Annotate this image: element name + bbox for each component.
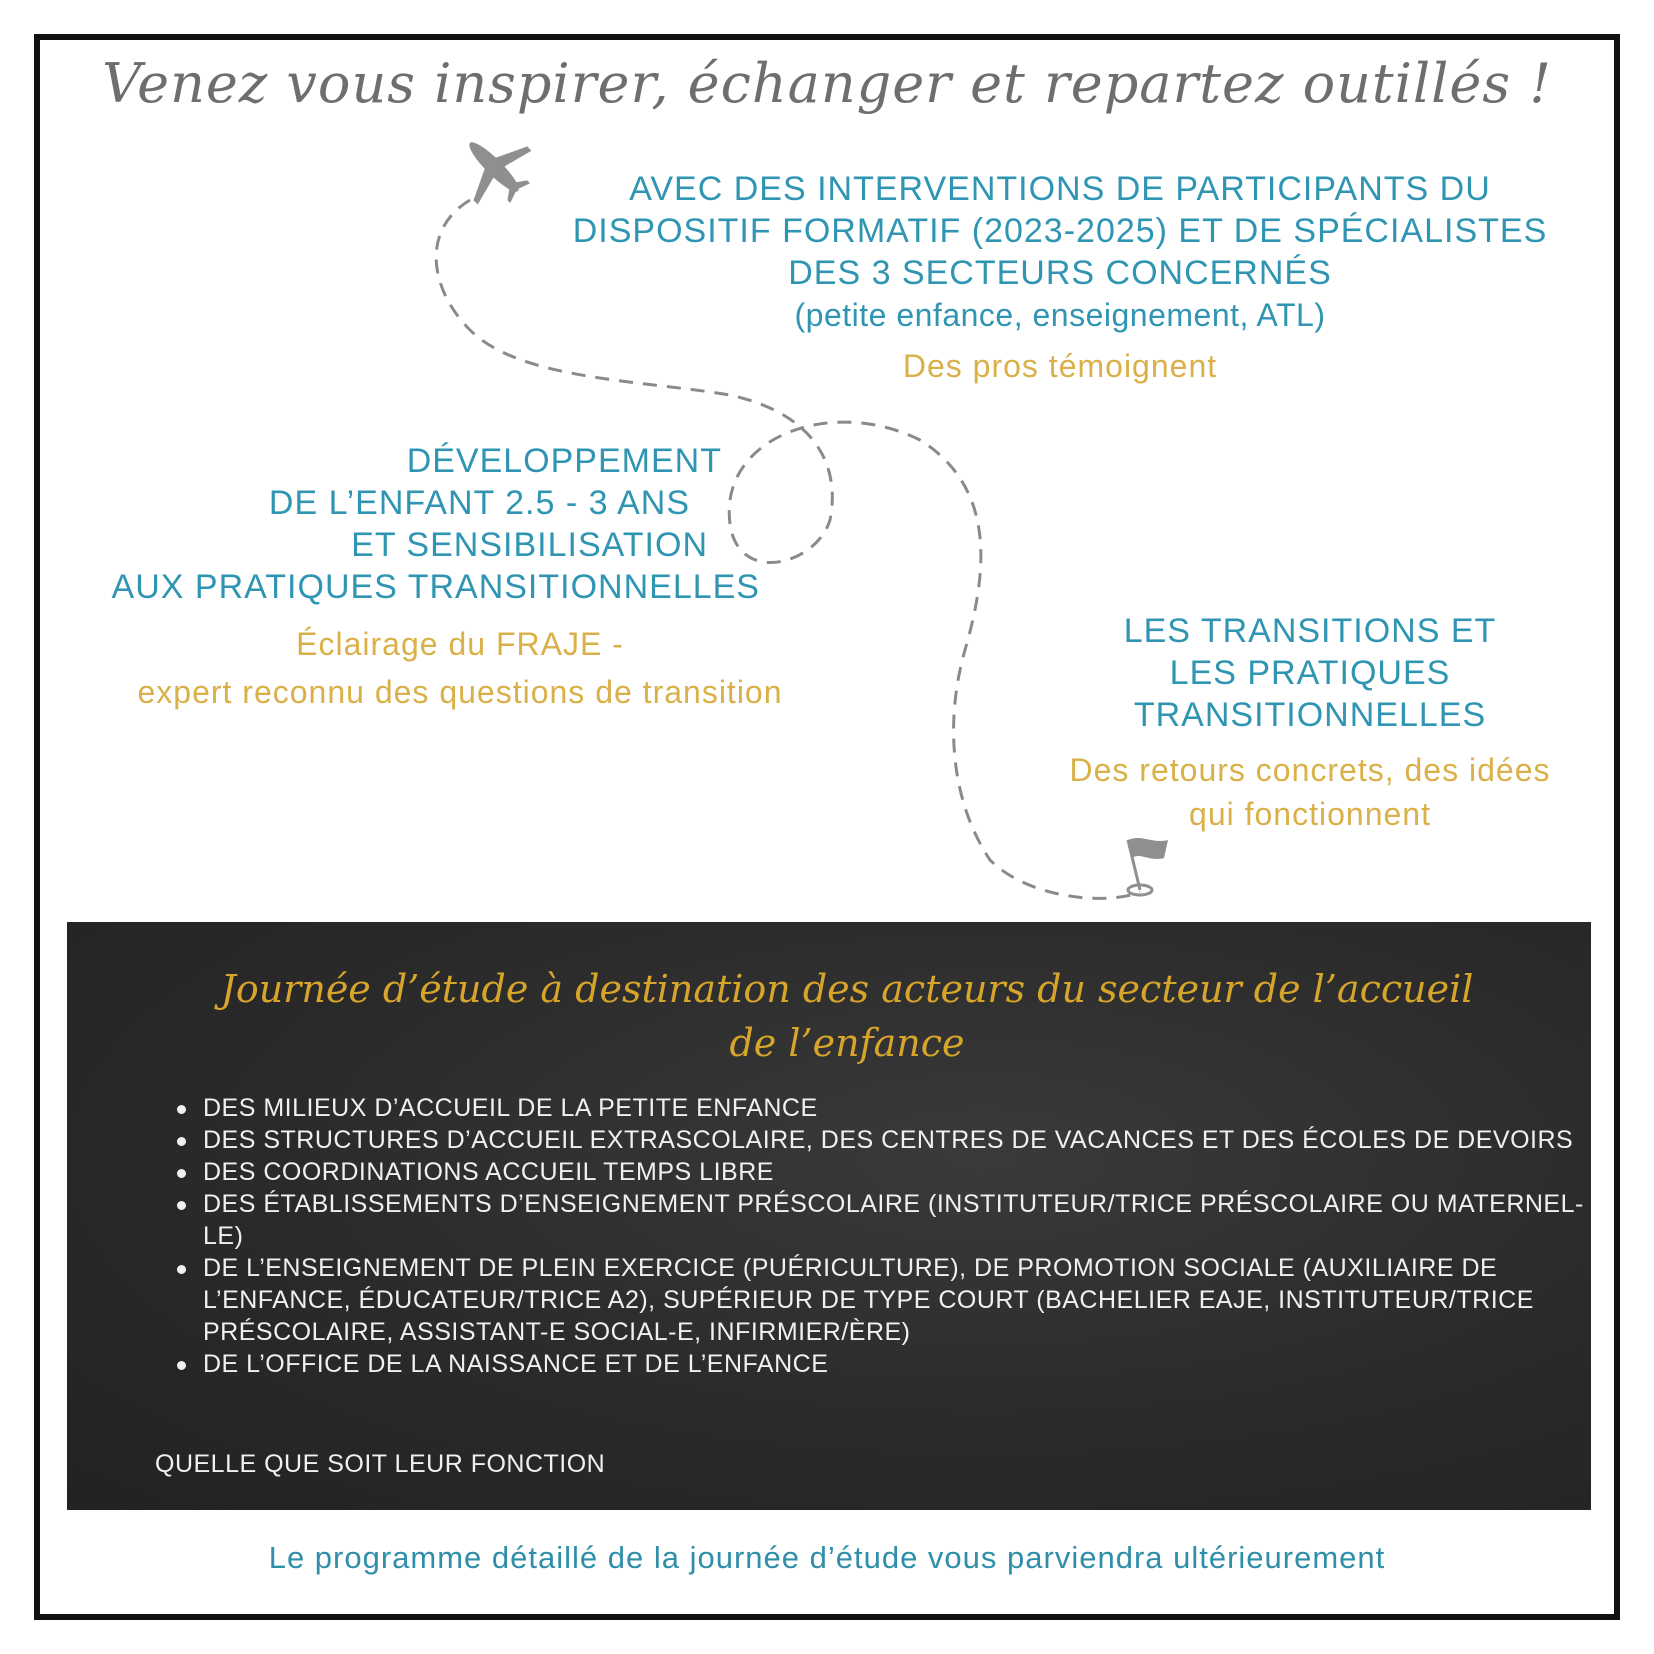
- developpement-tagline: [40, 620, 880, 716]
- section-interventions: [540, 168, 1580, 390]
- list-item: DES MILIEUX D’ACCUEIL DE LA PETITE ENFANCE: [203, 1092, 1593, 1124]
- list-item: DES STRUCTURES D’ACCUEIL EXTRASCOLAIRE, DES CENTRES DE VACANCES ET DES ÉCOLES DE DEVOIRS: [203, 1124, 1593, 1156]
- board-title-line-2: de l’enfance: [729, 1021, 965, 1065]
- bottom-note: Le programme détaillé de la journée d’étude vous parviendra ultérieurement: [268, 1540, 1386, 1575]
- board-title: [187, 962, 1507, 1070]
- headline: Venez vous inspirer, échanger et repartez outillés !: [102, 52, 1552, 115]
- developpement-tagline-line-2: expert reconnu des questions de transition: [137, 674, 783, 710]
- board-title-line-1: Journée d’étude à destination des acteurs du secteur de l’accueil: [220, 967, 1474, 1011]
- developpement-line-2: DE L’ENFANT 2.5 - 3 ANS: [268, 484, 690, 522]
- transitions-line-1: LES TRANSITIONS ET: [1123, 612, 1497, 650]
- transitions-tagline-line-1: Des retours concrets, des idées: [1069, 752, 1551, 788]
- list-item: DES ÉTABLISSEMENTS D’ENSEIGNEMENT PRÉSCOLAIRE (INSTITUTEUR/TRICE PRÉSCOLAIRE OU MATERNEL-LE): [203, 1188, 1593, 1252]
- transitions-tagline: [1000, 748, 1620, 836]
- section-transitions: [1040, 610, 1580, 736]
- flag-icon: [1118, 834, 1174, 900]
- interventions-tagline: Des pros témoignent: [902, 348, 1218, 384]
- developpement-tagline-line-1: Éclairage du FRAJE -: [296, 626, 624, 662]
- developpement-line-1: DÉVELOPPEMENT: [406, 442, 722, 480]
- transitions-line-3: TRANSITIONNELLES: [1133, 696, 1487, 734]
- interventions-sectors: (petite enfance, enseignement, ATL): [794, 297, 1326, 333]
- audience-list: [179, 1092, 1593, 1380]
- section-developpement: [60, 440, 760, 608]
- list-item: DES COORDINATIONS ACCUEIL TEMPS LIBRE: [203, 1156, 1593, 1188]
- interventions-line-2: DISPOSITIF FORMATIF (2023-2025) ET DE SPÉCIALISTES: [572, 212, 1548, 250]
- interventions-line-1: AVEC DES INTERVENTIONS DE PARTICIPANTS DU: [629, 170, 1491, 208]
- list-item: DE L’ENSEIGNEMENT DE PLEIN EXERCICE (PUÉRICULTURE), DE PROMOTION SOCIALE (AUXILIAIRE DE L’ENFANCE, ÉDUCATEUR/TRICE A2), SUPÉRIEUR DE TYPE COURT (BACHELIER EAJE, INSTITUTEUR/TRICE PRÉSCOLAIRE, ASSISTANT-E SOCIAL-E, INFIRMIER/ÈRE): [203, 1252, 1593, 1348]
- interventions-line-3: DES 3 SECTEURS CONCERNÉS: [788, 254, 1332, 292]
- developpement-line-3: ET SENSIBILISATION: [351, 526, 708, 564]
- board-footer: QUELLE QUE SOIT LEUR FONCTION: [155, 1450, 606, 1478]
- airplane-icon: [452, 128, 536, 206]
- developpement-line-4: AUX PRATIQUES TRANSITIONNELLES: [111, 568, 760, 606]
- list-item: DE L’OFFICE DE LA NAISSANCE ET DE L’ENFANCE: [203, 1348, 1593, 1380]
- transitions-tagline-line-2: qui fonctionnent: [1189, 796, 1431, 832]
- audience-board: [67, 922, 1591, 1510]
- transitions-line-2: LES PRATIQUES: [1169, 654, 1451, 692]
